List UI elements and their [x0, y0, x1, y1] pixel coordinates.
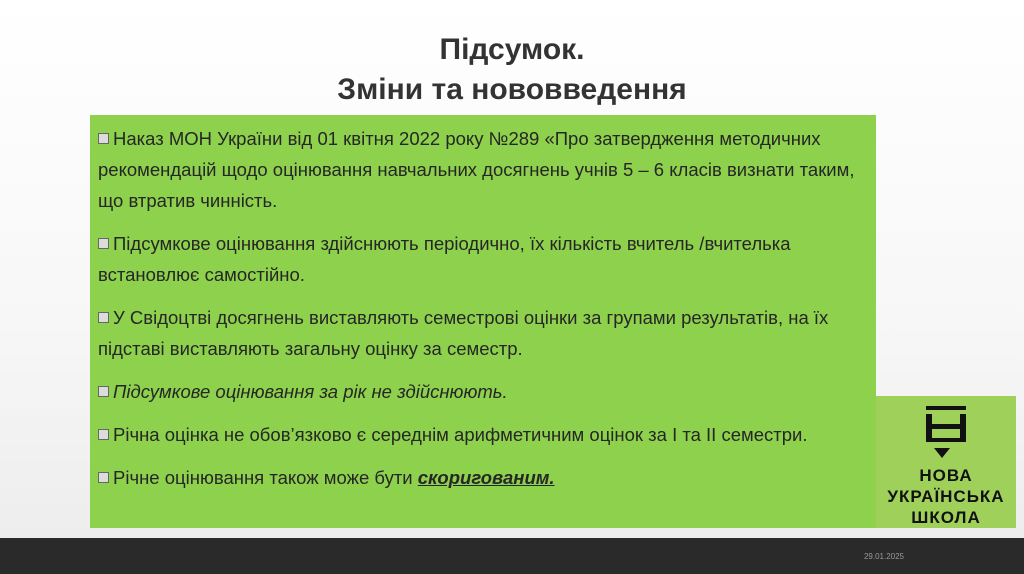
title-line-1: Підсумок.	[439, 33, 585, 66]
item-text: Підсумкове оцінювання здійснюють періодично, їх кількість вчитель /вчителька встановлює самостійно.	[98, 233, 791, 285]
bottom-bar	[0, 538, 1024, 574]
arrow-down-icon	[934, 448, 950, 458]
item-text: Підсумкове оцінювання за рік не здійснюють.	[113, 381, 508, 402]
item-text: У Свідоцтві досягнень виставляють семестрові оцінки за групами результатів, на їх підставі виставляють загальну оцінку за семестр.	[98, 307, 829, 359]
slide-title	[0, 30, 1024, 110]
item-text: Наказ МОН України від 01 квітня 2022 року №289 «Про затвердження методичних рекомендацій щодо оцінювання навчальних досягнень учнів 5 – 6 класів визнати таким, що втратив чинність.	[98, 128, 855, 211]
checkbox-bullet-icon	[98, 133, 109, 144]
list-item	[90, 302, 870, 364]
logo-line-2: УКРАЇНСЬКА	[887, 487, 1005, 506]
checkbox-bullet-icon	[98, 472, 109, 483]
slide-date: 29.01.2025	[863, 552, 904, 561]
checkbox-bullet-icon	[98, 312, 109, 323]
nus-logo	[876, 396, 1016, 528]
list-item	[90, 419, 870, 450]
content-box	[90, 115, 876, 528]
list-item	[90, 462, 870, 493]
item-text: Річна оцінка не обов’язково є середнім арифметичним оцінок за І та ІІ семестри.	[113, 424, 808, 445]
checkbox-bullet-icon	[98, 386, 109, 397]
nus-logo-mark-icon	[926, 406, 966, 442]
logo-line-1: НОВА	[919, 466, 973, 485]
list-item	[90, 376, 870, 407]
list-item	[90, 123, 870, 216]
corrected-link[interactable]: скоригованим.	[417, 467, 555, 488]
list-item	[90, 228, 870, 290]
checkbox-bullet-icon	[98, 429, 109, 440]
title-line-2: Зміни та нововведення	[337, 73, 687, 106]
checkbox-bullet-icon	[98, 238, 109, 249]
item-text: Річне оцінювання також може бути	[113, 467, 418, 488]
logo-line-3: ШКОЛА	[911, 508, 981, 527]
